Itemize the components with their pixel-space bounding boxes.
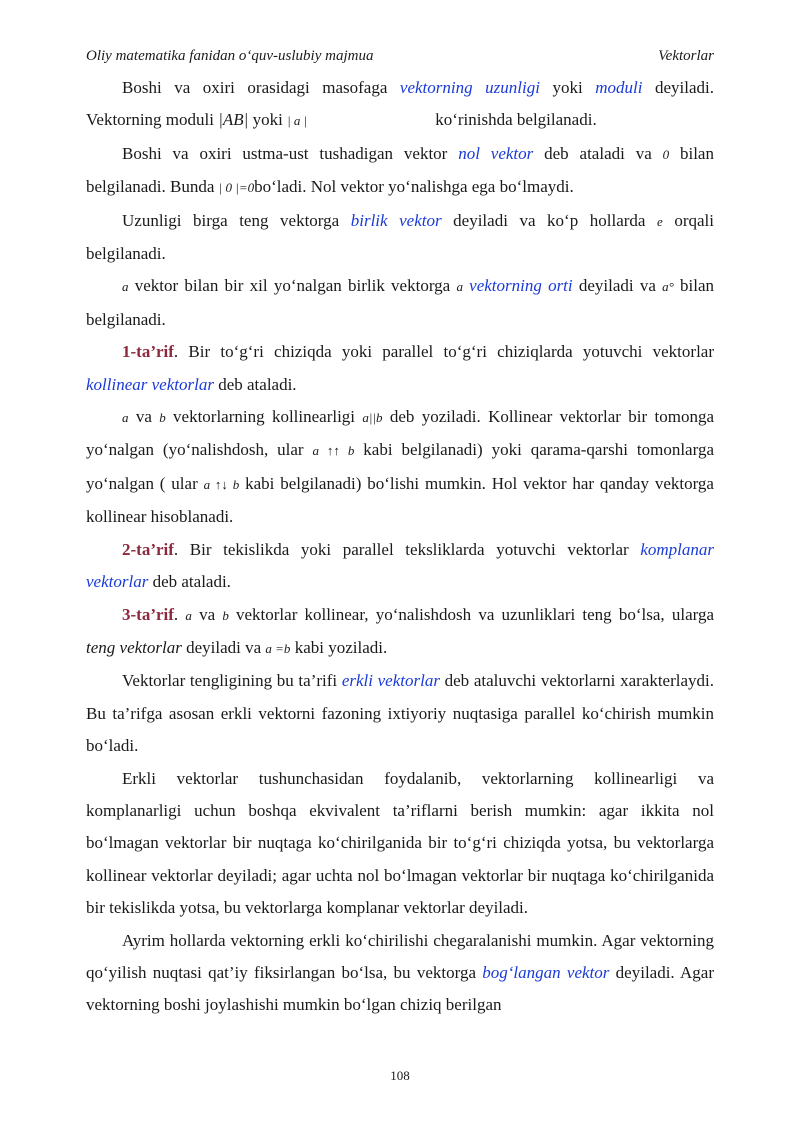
text: kabi belgilanadi) yoki qarama-qarshi tomonlarga yo‘nalgan ( ular xyxy=(86,440,714,493)
paragraph-bound-vector xyxy=(86,925,714,1022)
formula-b: b xyxy=(159,410,166,426)
page-number: 108 xyxy=(390,1068,410,1083)
text: Boshi va oxiri orasidagi masofaga xyxy=(122,78,400,97)
text: deb ataladi. xyxy=(148,572,231,592)
definition-label: 1-ta’rif xyxy=(122,342,174,362)
paragraph-zero-vector xyxy=(86,138,714,205)
definition-1 xyxy=(86,336,714,401)
text: va xyxy=(128,407,160,427)
term-modulus: moduli xyxy=(595,78,643,97)
text: deyiladi. Vektorning moduli xyxy=(86,78,714,130)
text: ko‘rinishda belgilanadi. xyxy=(435,110,597,130)
text: yoki xyxy=(248,110,288,130)
formula-a: a xyxy=(122,279,129,295)
term-free-vectors: erkli vektorlar xyxy=(341,671,440,691)
text: vektorlarning kollinearligi xyxy=(165,407,363,427)
term-unit-vector: birlik vektor xyxy=(350,210,442,230)
term-equal-vectors: teng vektorlar xyxy=(86,637,182,657)
text: . xyxy=(173,604,186,624)
text: bo‘ladi. Nol vektor yo‘nalishga ega bo‘lmaydi. xyxy=(254,177,574,197)
formula-zero-modulus: | 0 |=0 xyxy=(218,180,255,196)
text: Vektorlar tengligining bu ta’rifi xyxy=(122,671,342,691)
text: . Bir tekislikda yoki parallel teksliklarda yotuvchi vektorlar xyxy=(173,539,641,559)
text: kabi belgilanadi) bo‘lishi mumkin. Hol vektor har qanday vektorga kollinear hisoblanadi. xyxy=(86,473,714,527)
formula-ab-modulus: |AB| xyxy=(218,110,249,130)
formula-zero: 0 xyxy=(662,146,670,162)
term-collinear-vectors: kollinear vektorlar xyxy=(86,374,214,394)
page-body xyxy=(86,72,714,1022)
text: vektor bilan bir xil yo‘nalgan birlik vektorga xyxy=(128,276,457,296)
definition-label: 2-ta’rif xyxy=(122,539,174,559)
text: va xyxy=(191,604,223,624)
term-coplanar-vectors: komplanar vektorlar xyxy=(86,539,714,592)
text: deyiladi va ko‘p hollarda xyxy=(441,210,658,230)
formula-parallel: a||b xyxy=(362,410,383,426)
text: Uzunligi birga teng vektorga xyxy=(122,210,351,230)
definition-label: 3-ta’rif xyxy=(122,604,174,624)
text: deyiladi va xyxy=(572,276,663,296)
header-chapter-title: Vektorlar xyxy=(658,48,714,64)
text: bilan belgilanadi. Bunda xyxy=(86,143,714,197)
term-vector-length: vektorning uzunligi xyxy=(399,78,540,97)
formula-a-modulus: | a | xyxy=(287,113,308,129)
text: deyiladi. Agar vektorning boshi joylashishi mumkin bo‘lgan chiziq berilgan xyxy=(86,962,715,1015)
text: deb ataladi. xyxy=(213,374,297,394)
text: deyiladi va xyxy=(181,637,266,657)
text: deb ataladi va xyxy=(533,143,663,163)
formula-b: b xyxy=(222,607,229,623)
formula-equal: a =b xyxy=(265,640,291,656)
text: vektorlar kollinear, yo‘nalishdosh va uzunliklari teng bo‘lsa, ularga xyxy=(228,604,715,624)
paragraph-vector-length xyxy=(86,72,714,138)
text: . Bir to‘g‘ri chiziqda yoki parallel to‘g‘ri chiziqlarda yotuvchi vektorlar xyxy=(173,342,714,362)
text: deb ataluvchi vektorlarni xarakterlaydi. Bu ta’rifga asosan erkli vektorni fazoning ixtiyoriy nuqtasiga parallel ko‘chirish mumkin bo‘ladi. xyxy=(86,671,714,756)
paragraph-vector-orth xyxy=(86,270,714,336)
formula-a-orth: a° xyxy=(662,279,674,295)
formula-e: e xyxy=(657,213,663,229)
definition-3 xyxy=(86,599,714,666)
paragraph-collinearity xyxy=(86,401,714,534)
paragraph-free-vectors xyxy=(86,665,714,762)
formula-a: a xyxy=(122,410,129,426)
formula-a: a xyxy=(185,607,192,623)
text: kabi yoziladi. xyxy=(290,637,388,657)
text: Boshi va oxiri ustma-ust tushadigan vektor xyxy=(122,143,459,163)
definition-2 xyxy=(86,534,714,599)
formula-opposite: a ↑↓ b xyxy=(203,476,240,492)
text: orqali belgilanadi. xyxy=(86,210,714,264)
text: Ayrim hollarda vektorning erkli ko‘chirilishi chegaralanishi mumkin. Agar vektorning qo‘yilish nuqtasi qat’iy fiksirlangan bo‘lsa, bu vektorga xyxy=(86,930,714,982)
term-zero-vector: nol vektor xyxy=(458,143,534,163)
text: bilan belgilanadi. xyxy=(86,276,715,329)
paragraph-unit-vector xyxy=(86,205,714,271)
text: Erkli vektorlar tushunchasidan foydalanib, vektorlarning kollinearligi va komplanarligi uchun boshqa ekvivalent ta’riflarni berish mumkin: agar ikkita nol bo‘lmagan vektorlar bir nuqtaga ko‘chirilganida bir to‘g‘ri chiziqda yotsa, bu vektorlarga kollinear vektorlar deyiladi; agar uchta nol bo‘lmagan vektorlar bir nuqtaga ko‘chirilganida bir tekislikda yotsa, bu vektorlarga komplanar vektorlar deyiladi. xyxy=(86,768,714,918)
text: deb yoziladi. Kollinear vektorlar bir tomonga yo‘nalgan (yo‘nalishdosh, ular xyxy=(86,407,714,460)
running-header xyxy=(86,44,714,68)
term-bound-vector: bog‘langan vektor xyxy=(482,962,610,982)
text: yoki xyxy=(539,78,596,97)
formula-codirected: a ↑↑ b xyxy=(312,443,355,459)
header-course-title: Oliy matematika fanidan o‘quv-uslubiy majmua xyxy=(86,48,374,64)
term-vector-orth: vektorning orti xyxy=(469,276,573,296)
paragraph-equivalent-definitions xyxy=(86,763,714,925)
formula-a: a xyxy=(456,279,463,295)
